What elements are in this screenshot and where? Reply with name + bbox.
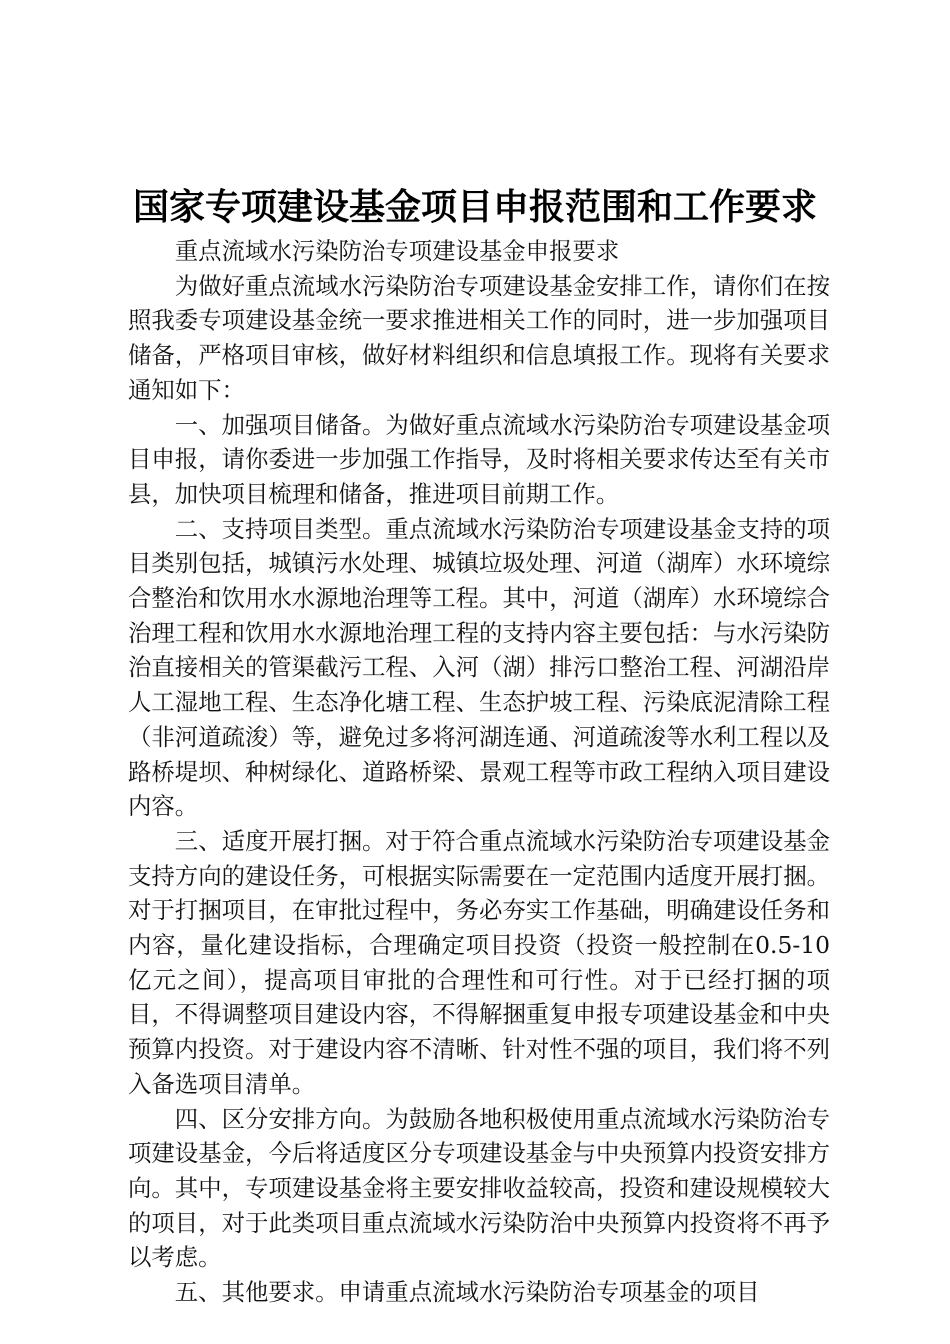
paragraph-section-3: 三、适度开展打捆。对于符合重点流域水污染防治专项建设基金支持方向的建设任务，可根据实际需要在一定范围内适度开展打捆。对于打捆项目，在审批过程中，务必夯实工作基础，明确建设任务和内容，量化建设指标，合理确定项目投资（投资一般控制在0.5-10亿元之间），提高项目审批的合理性和可行性。对于已经打捆的项目，不得调整项目建设内容，不得解捆重复申报专项建设基金和中央预算内投资。对于建设内容不清晰、针对性不强的项目，我们将不列入备选项目清单。 bbox=[128, 826, 830, 1098]
paragraph-section-2: 二、支持项目类型。重点流域水污染防治专项建设基金支持的项目类别包括，城镇污水处理、城镇垃圾处理、河道（湖库）水环境综合整治和饮用水水源地治理等工程。其中，河道（湖库）水环境综合治理工程和饮用水水源地治理工程的支持内容主要包括：与水污染防治直接相关的管渠截污工程、入河（湖）排污口整治工程、河湖沿岸人工湿地工程、生态净化塘工程、生态护坡工程、污染底泥清除工程（非河道疏浚）等，避免过多将河湖连通、河道疏浚等水利工程以及路桥堤坝、种树绿化、道路桥梁、景观工程等市政工程纳入项目建设内容。 bbox=[128, 514, 830, 821]
paragraph-section-5: 五、其他要求。申请重点流域水污染防治专项基金的项目 bbox=[174, 1278, 760, 1307]
document-title: 国家专项建设基金项目申报范围和工作要求 bbox=[132, 187, 817, 228]
paragraph-section-1: 一、加强项目储备。为做好重点流域水污染防治专项建设基金项目申报，请你委进一步加强工作指导，及时将相关要求传达至有关市县，加快项目梳理和储备，推进项目前期工作。 bbox=[128, 410, 830, 508]
document-subtitle: 重点流域水污染防治专项建设基金申报要求 bbox=[174, 237, 620, 265]
paragraph-section-4: 四、区分安排方向。为鼓励各地积极使用重点流域水污染防治专项建设基金，今后将适度区分专项建设基金与中央预算内投资安排方向。其中，专项建设基金将主要安排收益较高，投资和建设规模较大的项目，对于此类项目重点流域水污染防治中央预算内投资将不再予以考虑。 bbox=[128, 1104, 830, 1272]
document-body bbox=[128, 234, 830, 1310]
paragraph-intro: 为做好重点流域水污染防治专项建设基金安排工作，请你们在按照我委专项建设基金统一要求推进相关工作的同时，进一步加强项目储备，严格项目审核，做好材料组织和信息填报工作。现将有关要求通知如下： bbox=[128, 271, 830, 404]
